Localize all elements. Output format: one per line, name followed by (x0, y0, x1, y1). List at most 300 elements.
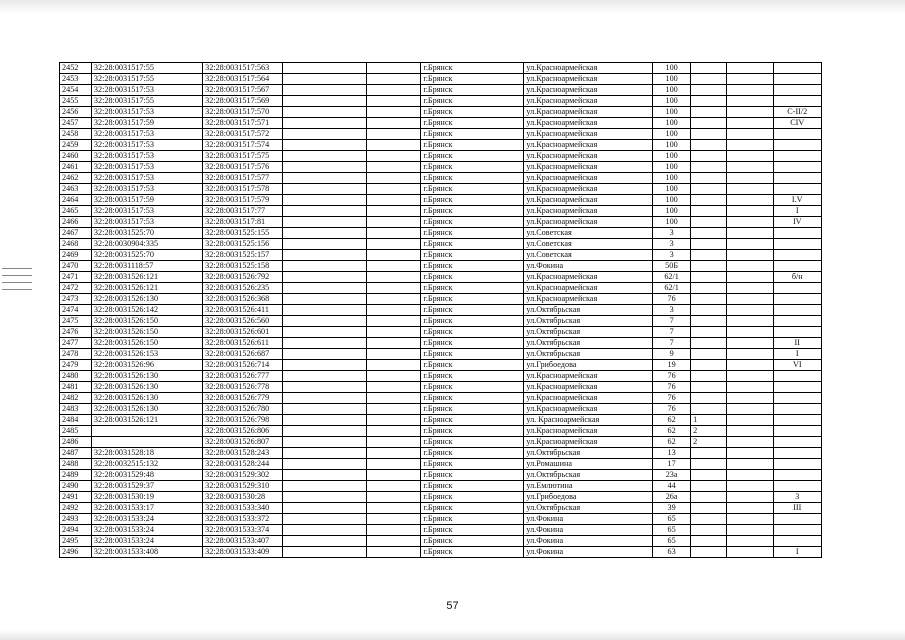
cell-sub-number (691, 349, 727, 360)
cell-sub-number (691, 217, 727, 228)
cell-source-cadastral-number: 32:28:0031517:53 (91, 151, 202, 162)
table-row (60, 283, 822, 294)
cell-blank (366, 349, 421, 360)
table-row (60, 140, 822, 151)
table-row (60, 85, 822, 96)
cell-room-number (773, 382, 821, 393)
cell-street: ул.Красноармейская (524, 129, 653, 140)
cell-street: ул.Фокина (524, 261, 653, 272)
cell-city: г.Брянск (421, 426, 524, 437)
cell-blank (366, 294, 421, 305)
table-row (60, 173, 822, 184)
table-row (60, 338, 822, 349)
cell-empty-cell-2 (727, 107, 773, 118)
cell-sub-number (691, 239, 727, 250)
cell-street: ул.Красноармейская (524, 206, 653, 217)
cell-source-cadastral-number: 32:28:0031526:150 (91, 316, 202, 327)
cell-city: г.Брянск (421, 536, 524, 547)
cell-source-cadastral-number (91, 426, 202, 437)
cell-row-number: 2478 (60, 349, 92, 360)
cell-source-cadastral-number: 32:28:0031526:150 (91, 327, 202, 338)
cell-cadastral-number: 32:28:0031526:687 (203, 349, 283, 360)
table-row (60, 96, 822, 107)
cell-house-number: 62 (653, 426, 691, 437)
cell-room-number (773, 371, 821, 382)
cell-street: ул.Грибоедова (524, 492, 653, 503)
cell-empty-cell (283, 140, 366, 151)
table-row (60, 316, 822, 327)
cell-city: г.Брянск (421, 404, 524, 415)
cell-room-number (773, 85, 821, 96)
cell-blank (366, 217, 421, 228)
cell-sub-number: 2 (691, 437, 727, 448)
cell-empty-cell-2 (727, 173, 773, 184)
cell-street: ул.Фокина (524, 514, 653, 525)
cell-empty-cell (283, 349, 366, 360)
cell-city: г.Брянск (421, 184, 524, 195)
cell-row-number: 2483 (60, 404, 92, 415)
cell-source-cadastral-number: 32:28:0031526:121 (91, 283, 202, 294)
cell-cadastral-number: 32:28:0031533:372 (203, 514, 283, 525)
cell-room-number (773, 162, 821, 173)
cell-empty-cell (283, 481, 366, 492)
cell-row-number: 2460 (60, 151, 92, 162)
cell-cadastral-number: 32:28:0031517:576 (203, 162, 283, 173)
cell-room-number (773, 305, 821, 316)
cell-room-number: I (773, 349, 821, 360)
cell-empty-cell (283, 327, 366, 338)
cell-sub-number (691, 382, 727, 393)
cell-sub-number (691, 316, 727, 327)
cell-sub-number (691, 107, 727, 118)
cell-cadastral-number: 32:28:0031526:411 (203, 305, 283, 316)
cell-empty-cell (283, 184, 366, 195)
cell-house-number: 44 (653, 481, 691, 492)
cell-empty-cell (283, 206, 366, 217)
cell-room-number (773, 140, 821, 151)
cell-empty-cell (283, 294, 366, 305)
cell-room-number (773, 514, 821, 525)
cell-empty-cell (283, 239, 366, 250)
cell-row-number: 2470 (60, 261, 92, 272)
cell-sub-number (691, 162, 727, 173)
cell-street: ул.Красноармейская (524, 371, 653, 382)
table-row (60, 393, 822, 404)
table-row (60, 360, 822, 371)
cell-cadastral-number: 32:28:0031529:310 (203, 481, 283, 492)
table-row (60, 470, 822, 481)
cell-empty-cell (283, 371, 366, 382)
table-row (60, 151, 822, 162)
cell-house-number: 3 (653, 250, 691, 261)
cell-street: ул.Красноармейская (524, 283, 653, 294)
cell-city: г.Брянск (421, 415, 524, 426)
cell-cadastral-number: 32:28:0031526:806 (203, 426, 283, 437)
table-row (60, 272, 822, 283)
cell-room-number: IV (773, 217, 821, 228)
cell-blank (366, 426, 421, 437)
cell-blank (366, 283, 421, 294)
cell-source-cadastral-number: 32:28:0031517:59 (91, 195, 202, 206)
cell-sub-number (691, 360, 727, 371)
cell-empty-cell (283, 316, 366, 327)
cell-room-number (773, 151, 821, 162)
cell-city: г.Брянск (421, 217, 524, 228)
cell-row-number: 2452 (60, 63, 92, 74)
cell-city: г.Брянск (421, 327, 524, 338)
cell-house-number: 19 (653, 360, 691, 371)
cell-empty-cell-2 (727, 360, 773, 371)
cell-cadastral-number: 32:28:0031526:611 (203, 338, 283, 349)
cell-empty-cell-2 (727, 437, 773, 448)
cell-cadastral-number: 32:28:0031526:807 (203, 437, 283, 448)
cell-cadastral-number: 32:28:0031530:28 (203, 492, 283, 503)
cell-house-number: 62 (653, 415, 691, 426)
cell-sub-number (691, 294, 727, 305)
cell-row-number: 2466 (60, 217, 92, 228)
table-row (60, 536, 822, 547)
cell-room-number (773, 316, 821, 327)
table-row (60, 503, 822, 514)
cell-cadastral-number: 32:28:0031526:780 (203, 404, 283, 415)
cell-house-number: 9 (653, 349, 691, 360)
cell-blank (366, 481, 421, 492)
cell-house-number: 50Б (653, 261, 691, 272)
cell-cadastral-number: 32:28:0031517:563 (203, 63, 283, 74)
cell-cadastral-number: 32:28:0031517:571 (203, 118, 283, 129)
table-row (60, 74, 822, 85)
punch-hole-marks (2, 262, 32, 322)
table-row (60, 514, 822, 525)
cell-empty-cell-2 (727, 316, 773, 327)
cell-street: ул.Красноармейская (524, 140, 653, 151)
cell-city: г.Брянск (421, 338, 524, 349)
cell-source-cadastral-number: 32:28:0031533:24 (91, 514, 202, 525)
cell-city: г.Брянск (421, 206, 524, 217)
cell-street: ул.Октябрьская (524, 305, 653, 316)
cell-sub-number (691, 404, 727, 415)
cell-row-number: 2456 (60, 107, 92, 118)
cell-sub-number (691, 74, 727, 85)
cell-empty-cell (283, 338, 366, 349)
cell-cadastral-number: 32:28:0031526:778 (203, 382, 283, 393)
table-row (60, 437, 822, 448)
cell-room-number (773, 481, 821, 492)
cell-sub-number (691, 206, 727, 217)
cell-empty-cell-2 (727, 349, 773, 360)
cell-house-number: 13 (653, 448, 691, 459)
cell-house-number: 100 (653, 206, 691, 217)
table-row (60, 371, 822, 382)
cell-empty-cell-2 (727, 525, 773, 536)
cell-room-number (773, 404, 821, 415)
cell-house-number: 17 (653, 459, 691, 470)
cell-sub-number (691, 250, 727, 261)
cell-empty-cell (283, 448, 366, 459)
cell-room-number: VI (773, 360, 821, 371)
cell-sub-number (691, 503, 727, 514)
table-row (60, 217, 822, 228)
cell-house-number: 62/1 (653, 272, 691, 283)
cell-source-cadastral-number: 32:28:0031525:70 (91, 250, 202, 261)
page-number: 57 (446, 600, 459, 612)
cell-street: ул.Фокина (524, 525, 653, 536)
cell-street: ул.Красноармейская (524, 184, 653, 195)
cell-street: ул.Красноармейская (524, 272, 653, 283)
cell-empty-cell (283, 382, 366, 393)
cell-empty-cell-2 (727, 162, 773, 173)
cell-source-cadastral-number: 32:28:0030904:335 (91, 239, 202, 250)
cell-blank (366, 162, 421, 173)
cell-source-cadastral-number: 32:28:0031526:121 (91, 272, 202, 283)
cell-city: г.Брянск (421, 118, 524, 129)
cell-room-number (773, 283, 821, 294)
table-row (60, 525, 822, 536)
cell-house-number: 39 (653, 503, 691, 514)
cell-cadastral-number: 32:28:0031526:777 (203, 371, 283, 382)
cell-source-cadastral-number: 32:28:0031526:142 (91, 305, 202, 316)
cell-house-number: 26а (653, 492, 691, 503)
cell-row-number: 2459 (60, 140, 92, 151)
cell-room-number (773, 96, 821, 107)
table-row (60, 184, 822, 195)
cell-sub-number (691, 371, 727, 382)
table-row (60, 129, 822, 140)
cell-room-number (773, 448, 821, 459)
cell-house-number: 100 (653, 74, 691, 85)
cell-room-number (773, 536, 821, 547)
cell-row-number: 2490 (60, 481, 92, 492)
cell-empty-cell (283, 305, 366, 316)
cell-empty-cell-2 (727, 217, 773, 228)
cell-street: ул.Красноармейская (524, 404, 653, 415)
cell-empty-cell-2 (727, 250, 773, 261)
cell-blank (366, 206, 421, 217)
cell-empty-cell-2 (727, 239, 773, 250)
cell-city: г.Брянск (421, 283, 524, 294)
cell-empty-cell-2 (727, 184, 773, 195)
cell-city: г.Брянск (421, 173, 524, 184)
cell-sub-number (691, 305, 727, 316)
table-row (60, 118, 822, 129)
cell-street: ул.Красноармейская (524, 173, 653, 184)
cell-blank (366, 74, 421, 85)
cell-house-number: 65 (653, 514, 691, 525)
cell-source-cadastral-number: 32:28:0031526:153 (91, 349, 202, 360)
cell-sub-number (691, 393, 727, 404)
cell-blank (366, 338, 421, 349)
cell-cadastral-number: 32:28:0031533:407 (203, 536, 283, 547)
cell-empty-cell (283, 85, 366, 96)
cell-empty-cell-2 (727, 85, 773, 96)
cell-empty-cell-2 (727, 228, 773, 239)
cell-blank (366, 437, 421, 448)
cell-blank (366, 151, 421, 162)
cell-cadastral-number: 32:28:0031529:302 (203, 470, 283, 481)
cell-source-cadastral-number: 32:28:0031526:130 (91, 404, 202, 415)
cell-room-number: б/н (773, 272, 821, 283)
cell-house-number: 100 (653, 173, 691, 184)
cell-house-number: 3 (653, 305, 691, 316)
table-row (60, 415, 822, 426)
cell-blank (366, 228, 421, 239)
cell-house-number: 76 (653, 371, 691, 382)
cell-city: г.Брянск (421, 261, 524, 272)
cell-empty-cell-2 (727, 415, 773, 426)
cell-cadastral-number: 32:28:0031533:409 (203, 547, 283, 558)
cell-source-cadastral-number: 32:28:0031517:53 (91, 173, 202, 184)
cell-row-number: 2465 (60, 206, 92, 217)
cell-source-cadastral-number: 32:28:0031533:24 (91, 536, 202, 547)
cell-street: ул.Ромашина (524, 459, 653, 470)
cell-city: г.Брянск (421, 547, 524, 558)
cell-room-number: I (773, 206, 821, 217)
cell-cadastral-number: 32:28:0031517:570 (203, 107, 283, 118)
cell-source-cadastral-number: 32:28:0031517:53 (91, 107, 202, 118)
cell-empty-cell (283, 250, 366, 261)
cell-empty-cell-2 (727, 151, 773, 162)
cell-empty-cell-2 (727, 503, 773, 514)
cell-cadastral-number: 32:28:0031525:157 (203, 250, 283, 261)
cell-empty-cell-2 (727, 118, 773, 129)
cell-source-cadastral-number: 32:28:0031517:53 (91, 129, 202, 140)
cell-house-number: 7 (653, 316, 691, 327)
cell-house-number: 76 (653, 382, 691, 393)
cell-empty-cell-2 (727, 536, 773, 547)
cell-source-cadastral-number: 32:28:0031533:408 (91, 547, 202, 558)
cell-street: ул.Красноармейская (524, 437, 653, 448)
cell-house-number: 65 (653, 525, 691, 536)
cell-blank (366, 272, 421, 283)
cell-empty-cell (283, 151, 366, 162)
cell-cadastral-number: 32:28:0031526:368 (203, 294, 283, 305)
cell-source-cadastral-number: 32:28:0031517:53 (91, 140, 202, 151)
cell-room-number (773, 470, 821, 481)
cell-empty-cell-2 (727, 371, 773, 382)
cell-row-number: 2476 (60, 327, 92, 338)
cell-city: г.Брянск (421, 239, 524, 250)
cell-city: г.Брянск (421, 74, 524, 85)
cell-street: ул.Советская (524, 250, 653, 261)
cell-source-cadastral-number: 32:28:0031526:150 (91, 338, 202, 349)
cell-house-number: 100 (653, 195, 691, 206)
cell-house-number: 65 (653, 536, 691, 547)
cell-city: г.Брянск (421, 294, 524, 305)
cell-blank (366, 382, 421, 393)
cell-city: г.Брянск (421, 228, 524, 239)
cell-row-number: 2482 (60, 393, 92, 404)
cell-source-cadastral-number: 32:28:0031517:53 (91, 217, 202, 228)
cell-blank (366, 536, 421, 547)
cell-source-cadastral-number: 32:28:0031517:55 (91, 96, 202, 107)
cell-street: ул.Советская (524, 239, 653, 250)
cell-city: г.Брянск (421, 360, 524, 371)
cell-room-number (773, 228, 821, 239)
cell-row-number: 2486 (60, 437, 92, 448)
cell-street: ул.Октябрьская (524, 503, 653, 514)
cell-sub-number (691, 536, 727, 547)
cell-sub-number (691, 283, 727, 294)
cell-blank (366, 195, 421, 206)
cell-source-cadastral-number: 32:28:0031525:70 (91, 228, 202, 239)
cell-sub-number (691, 63, 727, 74)
registry-table (59, 62, 822, 558)
cell-source-cadastral-number: 32:28:0031530:19 (91, 492, 202, 503)
cell-cadastral-number: 32:28:0031517:569 (203, 96, 283, 107)
cell-empty-cell (283, 96, 366, 107)
cell-city: г.Брянск (421, 525, 524, 536)
cell-row-number: 2485 (60, 426, 92, 437)
cell-cadastral-number: 32:28:0031526:779 (203, 393, 283, 404)
table-row (60, 261, 822, 272)
scan-edge-bottom (0, 630, 905, 640)
cell-street: ул.Красноармейская (524, 85, 653, 96)
cell-empty-cell (283, 470, 366, 481)
cell-empty-cell-2 (727, 459, 773, 470)
cell-cadastral-number: 32:28:0031517:77 (203, 206, 283, 217)
table-row (60, 305, 822, 316)
cell-street: ул. Красноармейская (524, 415, 653, 426)
cell-house-number: 7 (653, 327, 691, 338)
cell-blank (366, 184, 421, 195)
cell-cadastral-number: 32:28:0031517:564 (203, 74, 283, 85)
cell-empty-cell-2 (727, 96, 773, 107)
cell-city: г.Брянск (421, 107, 524, 118)
cell-blank (366, 140, 421, 151)
cell-house-number: 100 (653, 107, 691, 118)
cell-street: ул.Октябрьская (524, 448, 653, 459)
table-row (60, 459, 822, 470)
cell-house-number: 100 (653, 96, 691, 107)
cell-house-number: 3 (653, 228, 691, 239)
cell-sub-number (691, 151, 727, 162)
cell-cadastral-number: 32:28:0031526:601 (203, 327, 283, 338)
cell-street: ул.Красноармейская (524, 382, 653, 393)
cell-city: г.Брянск (421, 459, 524, 470)
table-row (60, 349, 822, 360)
cell-room-number (773, 63, 821, 74)
cell-source-cadastral-number: 32:28:0031526:130 (91, 393, 202, 404)
cell-row-number: 2475 (60, 316, 92, 327)
cell-source-cadastral-number: 32:28:0031517:53 (91, 162, 202, 173)
cell-street: ул.Красноармейская (524, 96, 653, 107)
cell-sub-number (691, 547, 727, 558)
cell-house-number: 63 (653, 547, 691, 558)
cell-city: г.Брянск (421, 514, 524, 525)
cell-empty-cell-2 (727, 492, 773, 503)
cell-empty-cell (283, 74, 366, 85)
cell-blank (366, 85, 421, 96)
table-row (60, 107, 822, 118)
cell-city: г.Брянск (421, 448, 524, 459)
cell-source-cadastral-number: 32:28:0031118:57 (91, 261, 202, 272)
cell-room-number (773, 393, 821, 404)
cell-sub-number: 2 (691, 426, 727, 437)
table-row (60, 206, 822, 217)
cell-blank (366, 547, 421, 558)
cell-city: г.Брянск (421, 63, 524, 74)
cell-row-number: 2491 (60, 492, 92, 503)
cell-room-number (773, 173, 821, 184)
cell-row-number: 2458 (60, 129, 92, 140)
cell-street: ул.Красноармейская (524, 118, 653, 129)
cell-city: г.Брянск (421, 162, 524, 173)
cell-source-cadastral-number: 32:28:0031517:53 (91, 85, 202, 96)
cell-house-number: 100 (653, 184, 691, 195)
cell-cadastral-number: 32:28:0031525:155 (203, 228, 283, 239)
cell-empty-cell (283, 437, 366, 448)
cell-room-number: I.V (773, 195, 821, 206)
